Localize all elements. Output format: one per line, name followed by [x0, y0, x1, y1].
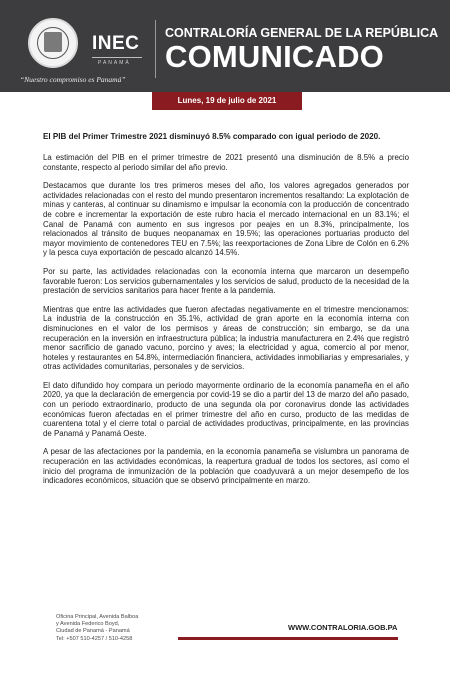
inec-sublabel: PANAMÁ: [98, 60, 131, 66]
motto: “Nuestro compromiso es Panamá”: [20, 75, 126, 84]
address-line: y Avenida Federico Boyd,: [56, 621, 120, 628]
header-divider: [155, 20, 156, 78]
address-line: Oficina Principal, Avenida Balboa: [56, 614, 139, 620]
paragraph: Mientras que entre las actividades que fueron afectadas negativamente en el trimestre mencionamos: La industria de la construcción en 35.1%, actividad de gran aporte en la economía interna con disminuciones en el valor de los permisos y áreas de construcción; sin embargo, se da una recuperación en la inversión en infraestructura pública; la industria manufacturera en 2.4% que registró menor sacrificio de ganado vacuno, porcino y aves; la electricidad y agua, comercio al por menor, hoteles y restaurantes en 54.8%, intermediación financiera, actividades inmobiliarias y empresariales, y otras actividades comunitarias, personales y de servicios.: [43, 304, 409, 372]
date-badge: Lunes, 19 de julio de 2021: [152, 92, 302, 110]
website-link[interactable]: WWW.CONTRALORIA.GOB.PA: [288, 623, 398, 632]
paragraph: A pesar de las afectaciones por la pandemia, en la economía panameña se vislumbra un panorama de recuperación en las actividades económicas, la reapertura gradual de todos los sectores, así como el inicio del programa de inmunización de la población que coadyuvará a un mejor desempeño de los indicadores económicos, situación que se observó principalmente en marzo.: [43, 447, 409, 486]
press-release-body: [43, 132, 409, 495]
paragraph: El dato difundido hoy compara un periodo mayormente ordinario de la economía panameña en el año 2020, ya que la declaración de emergencia por covid-19 se dio a partir del 13 de marzo del año pasado, con un periodo extraordinario, producto de una segunda ola por coronavirus donde las actividades económicas fueron afectadas en el primer trimestre del año en curso, producto de las medidas de cuarentena total y el cierre total o parcial de actividades productivas, principalmente, en las provincias de Panamá y Panamá Oeste.: [43, 380, 409, 438]
paragraph: La estimación del PIB en el primer trimestre de 2021 presentó una disminución de 8.5% a precio constante, respecto al periodo similar del año previo.: [43, 153, 409, 172]
address-line: Tel: +507 510-4257 / 510-4258: [56, 635, 133, 642]
document-type-title: COMUNICADO: [165, 39, 384, 74]
organization-name: CONTRALORÍA GENERAL DE LA REPÚBLICA: [165, 26, 439, 40]
paragraph: Destacamos que durante los tres primeros meses del año, los valores agregados generados por actividades relacionadas con el resto del mundo presentaron incrementos resaltando: La explotación de minas y canteras, al continuar su dinamismo e impulsar la economía con la producción de concentrado de cobre e incrementar la exportación de este rubro hacia el mercado internacional en un 83.1%; el Canal de Panamá con aumento en sus ingresos por peajes en un 8.3%, principalmente, los relacionados al tránsito de buques neopanamax en 19.5%; las operaciones portuarias producto del mayor movimiento de contenedores TEU en 7.5%; las reexportaciones de Zona Libre de Colón en 6.2% y la pesca cuya exportación de pescado alcanzó 14.5%.: [43, 181, 409, 258]
headline: El PIB del Primer Trimestre 2021 disminuyó 8.5% comparado con igual periodo de 2020.: [43, 132, 381, 141]
inec-logo: INEC: [92, 33, 140, 54]
footer-address: [56, 614, 138, 643]
address-line: Ciudad de Panamá - Panamá: [56, 628, 130, 635]
seal-emblem: [44, 32, 62, 52]
inec-logo-underline: [92, 57, 142, 58]
institutional-seal-icon: [28, 18, 78, 68]
paragraph: Por su parte, las actividades relacionadas con la economía interna que marcaron un desempeño favorable fueron: Los servicios gubernamentales y los servicios de salud, producto de la necesidad de la prestación de servicios sanitarios para hacer frente a la pandemia.: [43, 266, 409, 296]
header-banner: [0, 0, 450, 92]
footer-rule: [178, 637, 398, 640]
